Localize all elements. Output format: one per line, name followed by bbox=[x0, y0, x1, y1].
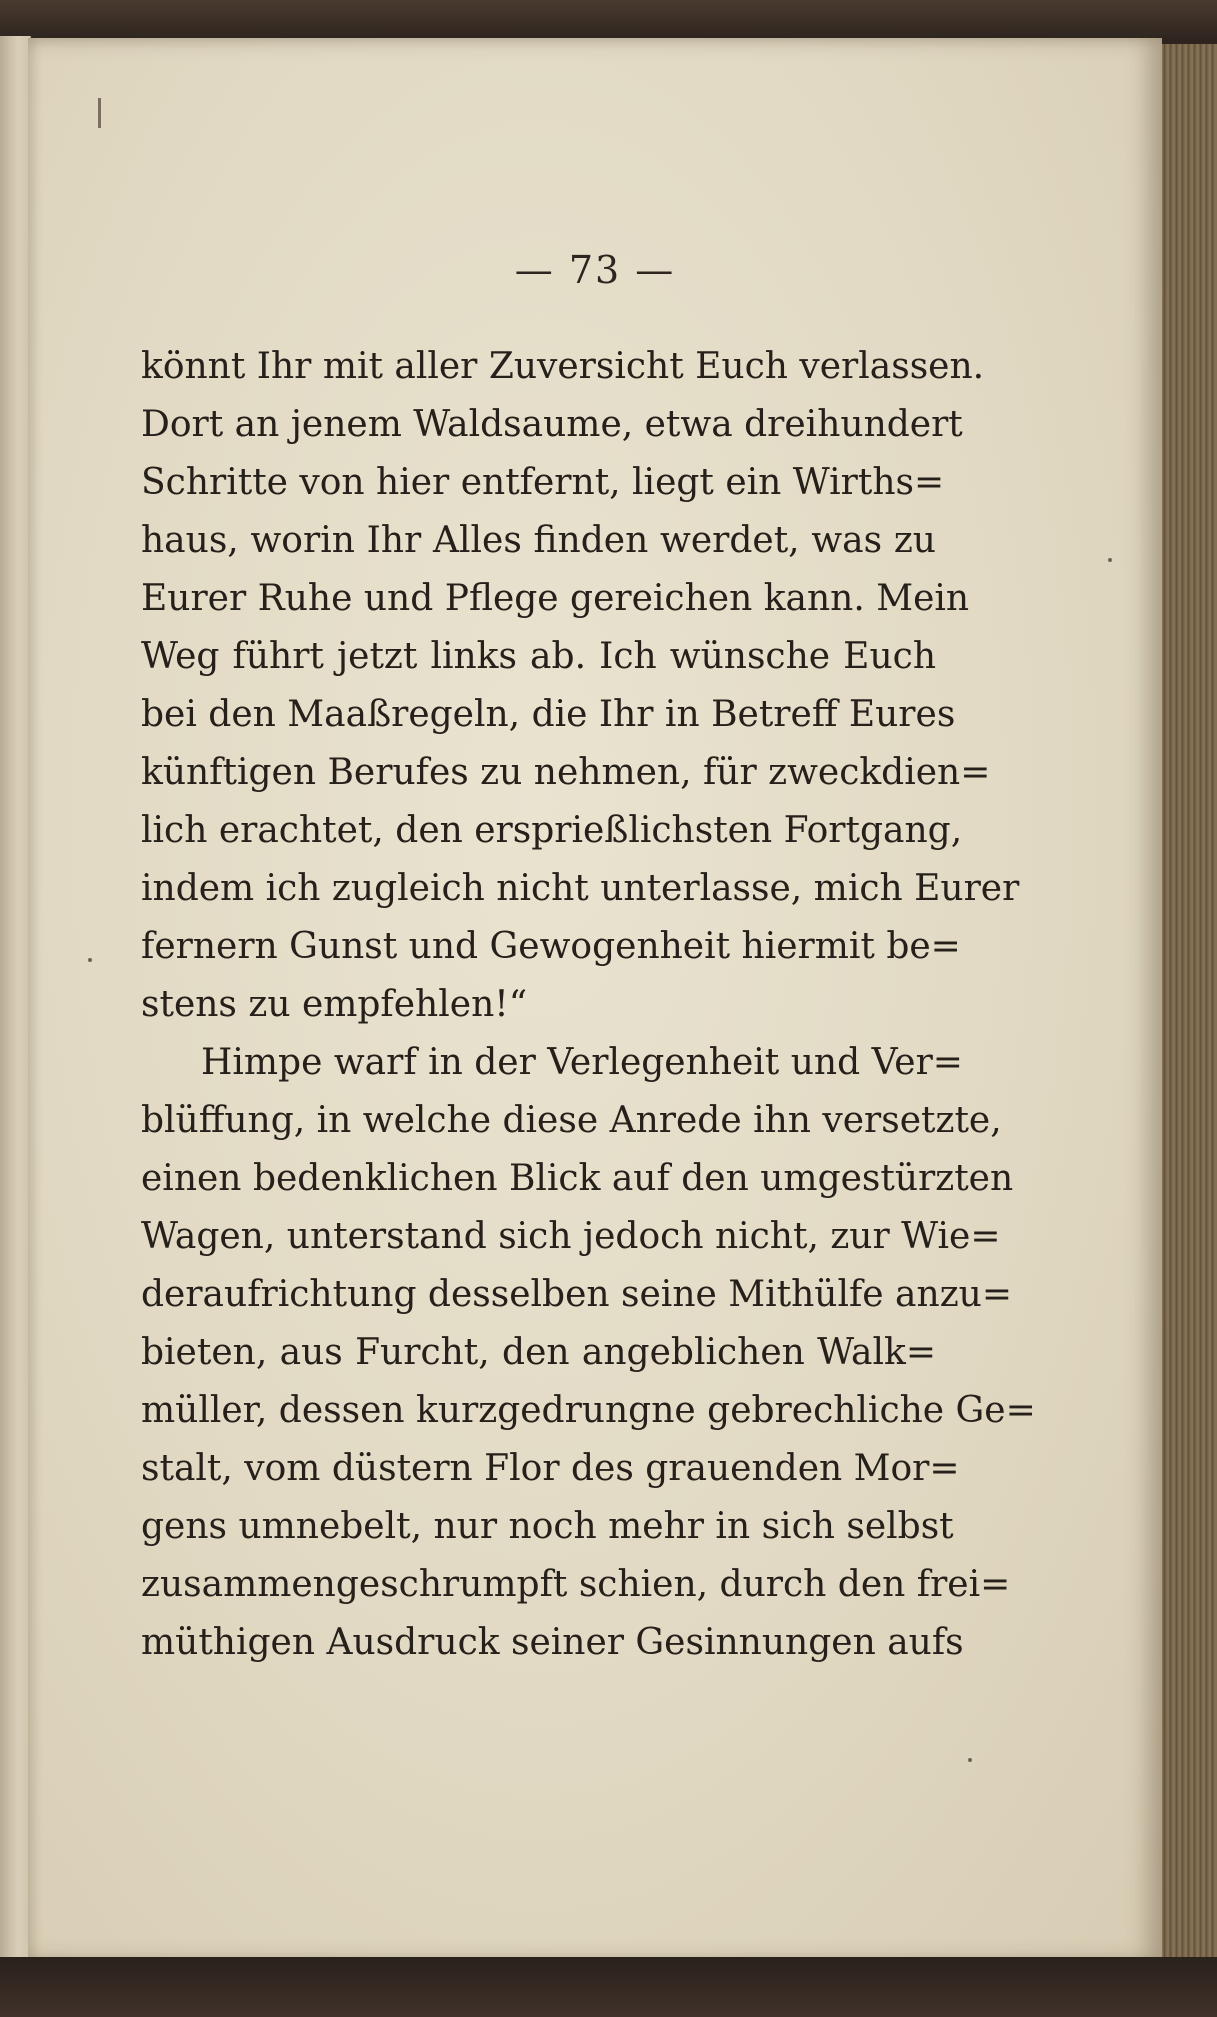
paper-speck bbox=[1108, 558, 1112, 562]
left-page-edge bbox=[0, 36, 31, 1966]
text-line: könnt Ihr mit aller Zuversicht Euch verlassen. bbox=[141, 346, 985, 387]
text-line: müller, dessen kurzgedrungne gebrechliche Ge= bbox=[141, 1390, 1036, 1431]
text-line: fernern Gunst und Gewogenheit hiermit be= bbox=[141, 926, 961, 967]
text-line: stens zu empfehlen!“ bbox=[141, 984, 528, 1025]
text-line: gens umnebelt, nur noch mehr in sich selbst bbox=[141, 1506, 954, 1547]
text-line: haus, worin Ihr Alles finden werdet, was zu bbox=[141, 520, 936, 561]
text-line: Eurer Ruhe und Pflege gereichen kann. Mein bbox=[141, 578, 970, 619]
body-text bbox=[141, 338, 1036, 1672]
text-line: blüffung, in welche diese Anrede ihn versetzte, bbox=[141, 1100, 1002, 1141]
text-line: Himpe warf in der Verlegenheit und Ver= bbox=[201, 1042, 963, 1083]
paper-speck bbox=[88, 958, 92, 962]
text-line: Wagen, unterstand sich jedoch nicht, zur Wie= bbox=[141, 1216, 1001, 1257]
text-line: bieten, aus Furcht, den angeblichen Walk= bbox=[141, 1332, 936, 1373]
text-line: Weg führt jetzt links ab. Ich wünsche Euch bbox=[141, 636, 936, 677]
text-line: deraufrichtung desselben seine Mithülfe anzu= bbox=[141, 1274, 1013, 1315]
page-number: — 73 — bbox=[514, 248, 676, 292]
text-line: indem ich zugleich nicht unterlasse, mich Eurer bbox=[141, 868, 1020, 909]
right-page-stack bbox=[1159, 44, 1217, 1964]
text-line: Schritte von hier entfernt, liegt ein Wirths= bbox=[141, 462, 945, 503]
text-line: einen bedenklichen Blick auf den umgestürzten bbox=[141, 1158, 1014, 1199]
text-line: müthigen Ausdruck seiner Gesinnungen aufs bbox=[141, 1622, 964, 1663]
text-line: künftigen Berufes zu nehmen, für zweckdien= bbox=[141, 752, 991, 793]
text-line: stalt, vom düstern Flor des grauenden Mor= bbox=[141, 1448, 960, 1489]
text-line: Dort an jenem Waldsaume, etwa dreihundert bbox=[141, 404, 963, 445]
text-line: zusammengeschrumpft schien, durch den frei= bbox=[141, 1564, 1011, 1605]
cover-bottom-edge bbox=[0, 1957, 1217, 2017]
book-page bbox=[28, 38, 1162, 1962]
paper-speck bbox=[968, 1758, 972, 1762]
text-line: bei den Maaßregeln, die Ihr in Betreff Eures bbox=[141, 694, 956, 735]
text-line: lich erachtet, den ersprießlichsten Fortgang, bbox=[141, 810, 963, 851]
margin-mark bbox=[98, 98, 101, 128]
cover-top-edge bbox=[0, 0, 1217, 38]
